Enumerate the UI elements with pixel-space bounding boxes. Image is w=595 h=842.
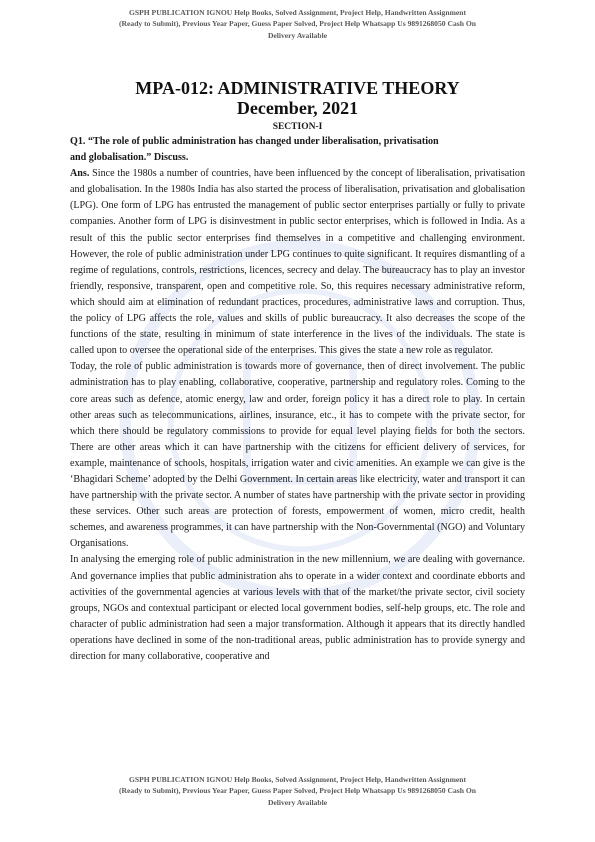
header-banner-line-2: (Ready to Submit), Previous Year Paper, Guess Paper Solved, Project Help Whatsapp Us 9891268050 Cash On xyxy=(119,19,476,29)
answer-label: Ans. xyxy=(70,168,90,180)
exam-date: December, 2021 xyxy=(236,98,359,118)
answer-paragraph-1 xyxy=(70,166,525,359)
footer-banner-line-2: (Ready to Submit), Previous Year Paper, Guess Paper Solved, Project Help Whatsapp Us 9891268050 Cash On xyxy=(119,786,476,796)
footer-banner-line-1: GSPH PUBLICATION IGNOU Help Books, Solved Assignment, Project Help, Handwritten Assignment xyxy=(128,775,467,784)
question-line-2: and globalisation.” Discuss. xyxy=(70,152,189,164)
header-banner-line-1: GSPH PUBLICATION IGNOU Help Books, Solved Assignment, Project Help, Handwritten Assignment xyxy=(128,8,467,17)
document-body xyxy=(70,134,525,665)
answer-paragraph-3: In analysing the emerging role of public administration in the new millennium, we are dealing with governance. And governance implies that public administration ahs to operate in a wider context and coordinate ebborts and activities of the governmental agencies at various levels with that of the market/the private sector, civil society groups, NGOs and contextual participant or elected local government bodies, self-help groups, etc. The role and character of public administration had seen a major transformation. Although it appears that its directly handled operations have declined in some of the non-traditional areas, public administration has to provide synergy and direction for many collaborative, cooperative and xyxy=(70,554,525,662)
answer-paragraph-1-text: Since the 1980s a number of countries, have been influenced by the concept of liberalisation, privatisation and globalisation. In the 1980s India has also started the process of liberalisation, privatisation and globalisation (LPG). One form of LPG has entrusted the management of public sector enterprises partially or fully to private companies. Another form of LPG is disinvestment in public sector enterprises, which is followed in India. As a result of this the public sector enterprises find themselves in a competitive and challenging environment. However, the role of public administration under LPG continues to quite significant. It requires dismantling of a regime of regulations, controls, restrictions, licences, secrecy and delay. The bureaucracy has to play an investor friendly, responsive, transparent, open and competitive role. So, this requires necessary administrative reform, which should aim at elimination of redundant practices, procedures, administrative laws and corruption. Thus, the policy of LPG affects the role, values and skills of public bureaucracy. It also decreases the scope of the functions of the state, resulting in minimum of state interference in the lives of the individuals. The state is called upon to oversee the operational side of the enterprises. This gives the state a new role as regulator. xyxy=(70,168,525,357)
question-text xyxy=(70,134,525,166)
footer-banner xyxy=(62,774,533,808)
question-line-1: Q1. “The role of public administration has changed under liberalisation, privatisation xyxy=(70,136,439,147)
section-heading: SECTION-I xyxy=(272,122,323,132)
footer-banner-line-3: Delivery Available xyxy=(267,797,328,807)
header-banner-line-3: Delivery Available xyxy=(267,30,328,40)
header-banner xyxy=(62,7,533,41)
page-title: MPA-012: ADMINISTRATIVE THEORY xyxy=(135,78,460,98)
answer-paragraph-2: Today, the role of public administration is towards more of governance, then of direct involvement. The public administration has to play enabling, collaborative, cooperative, partnership and regulatory roles. Coming to the core areas such as defence, atomic energy, law and order, foreign policy it has a direct role to play. In certain other areas such as telecommunications, airlines, insurance, etc., it has to compete with the private sector, for which there should be regulatory commissions to provide for equal level playing fields for both the sectors. There are other areas which it can have partnership with the citizens for efficient delivery of services, for example, maintenance of schools, hospitals, irrigation water and civic amenities. An example we can give is the ‘Bhagidari Scheme’ adopted by the Delhi Government. In certain areas like electricity, water and transport it can have partnership with the private sector. A number of states have partnership with the private sector in providing these services. Other such areas are protection of forests, empowerment of women, micro credit, health schemes, and awareness programmes, it can have partnership with the Non-Governmental (NGO) and Voluntary Organisations. xyxy=(70,361,525,550)
